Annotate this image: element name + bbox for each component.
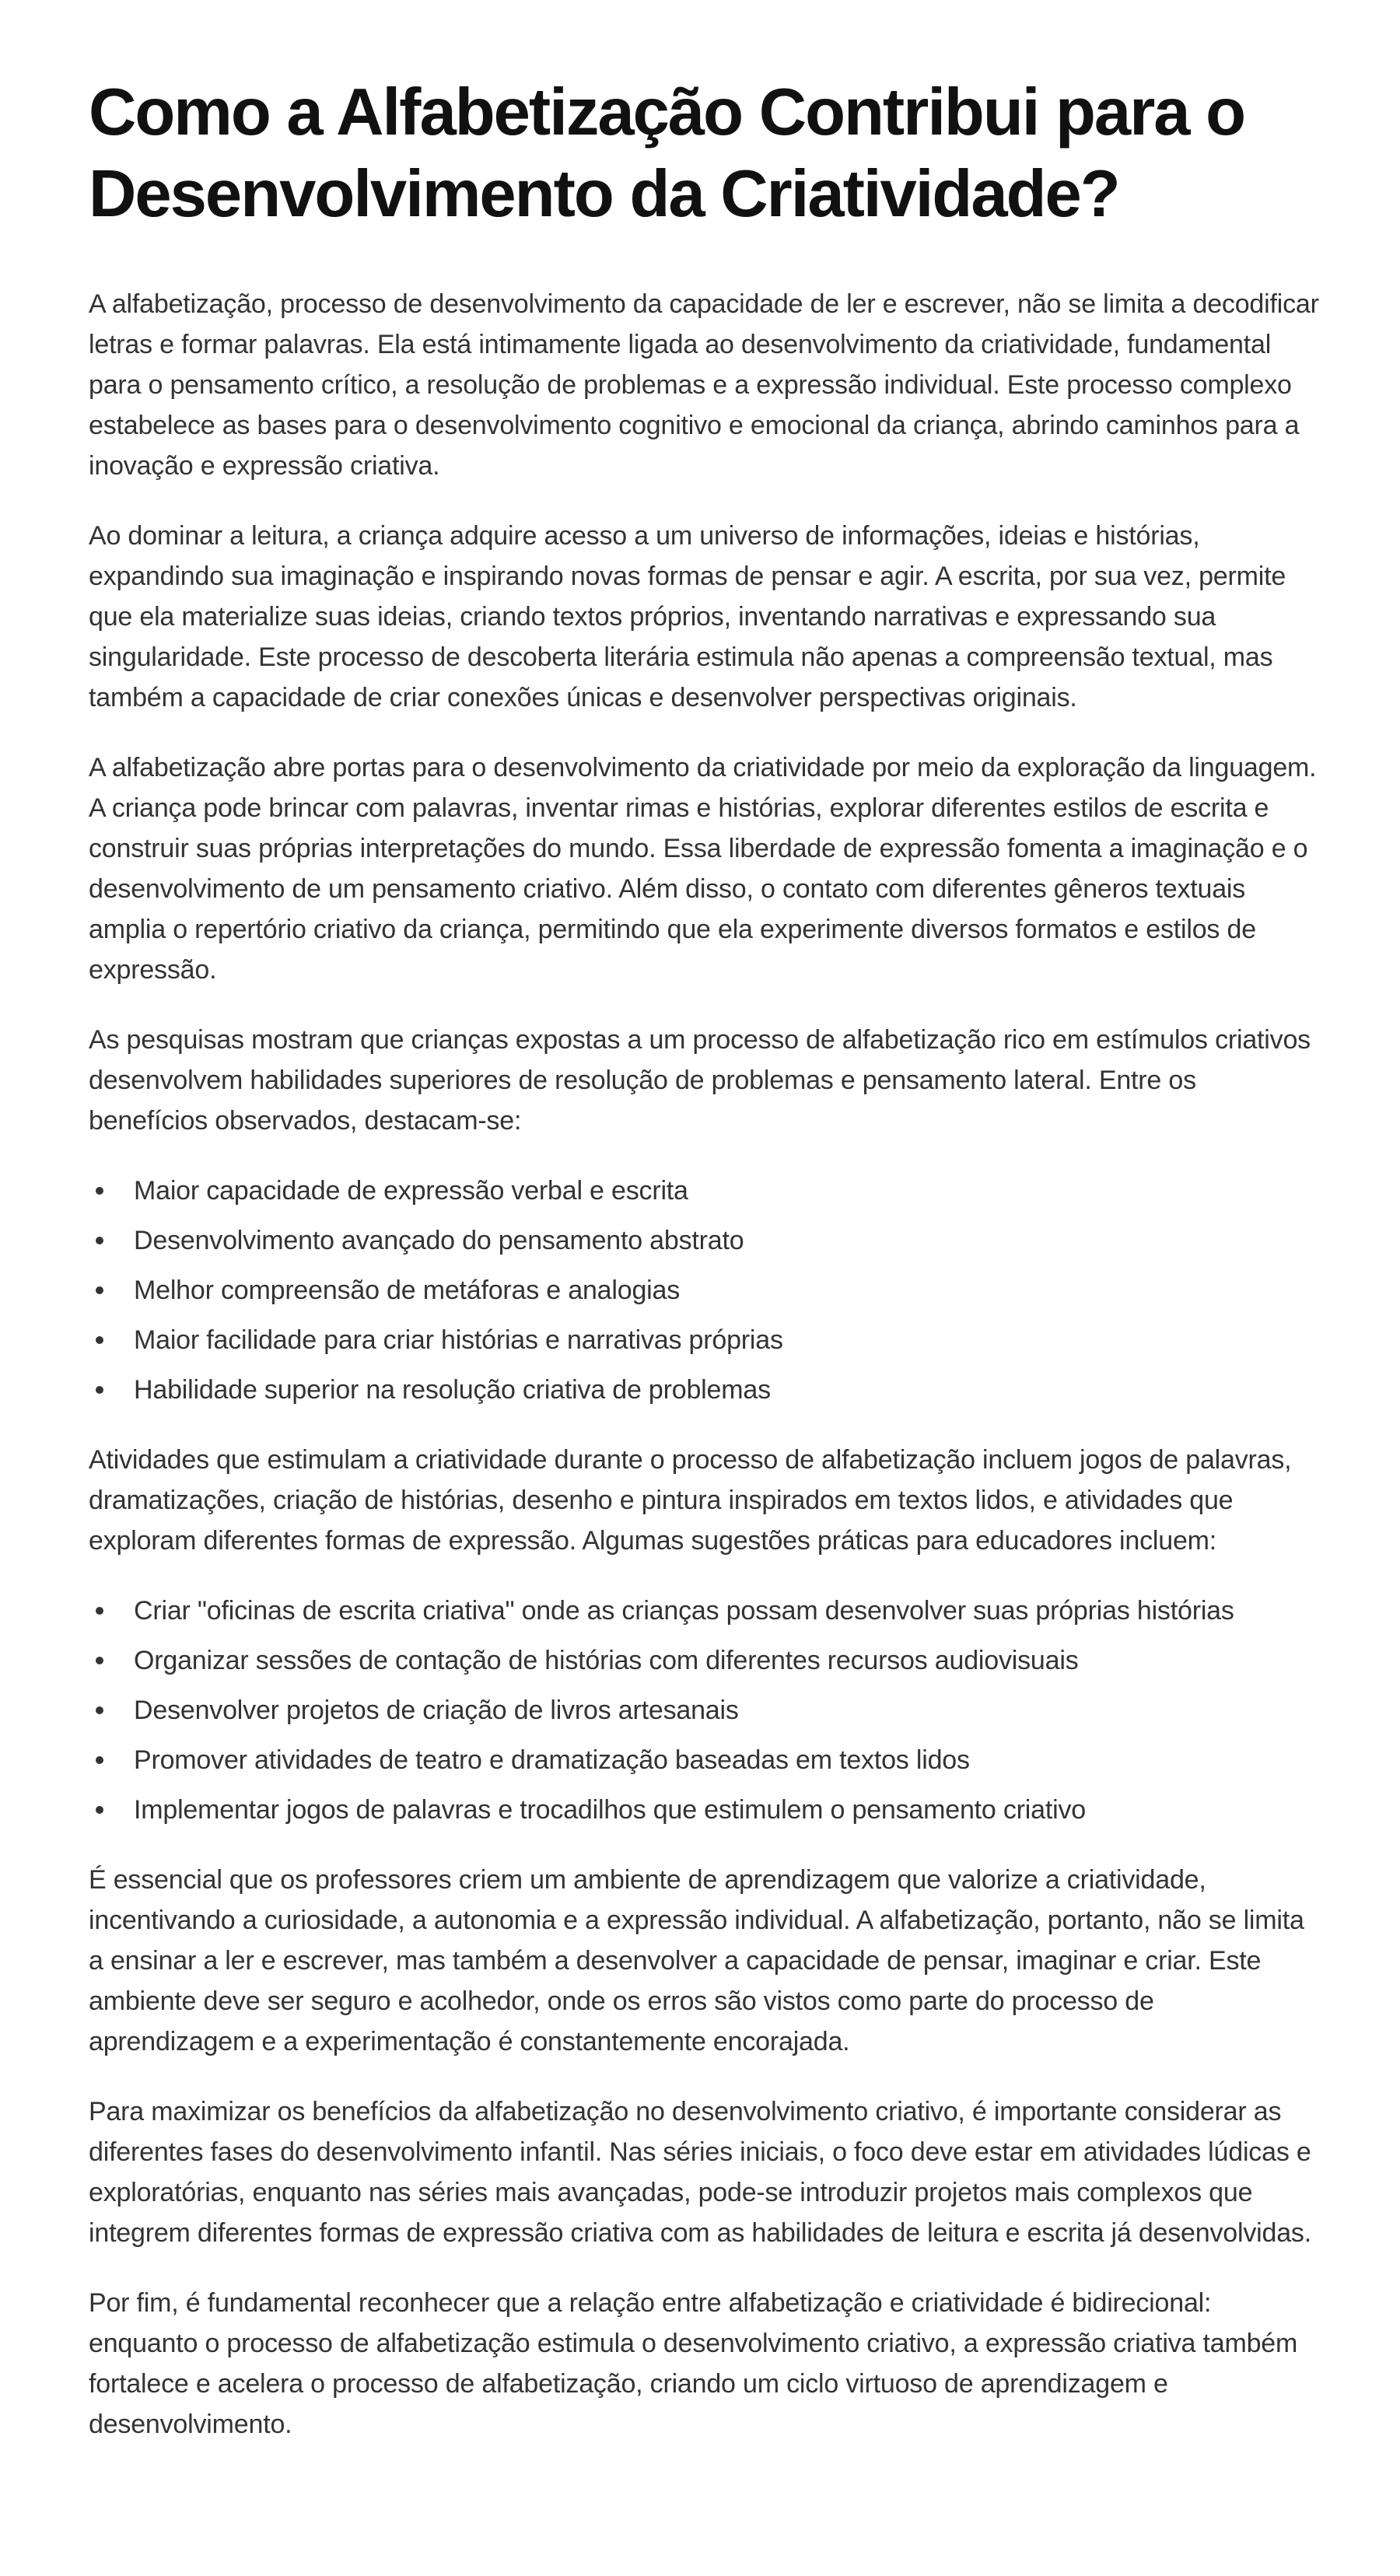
suggestions-list bbox=[89, 1591, 1322, 1830]
paragraph-reading-writing: Ao dominar a leitura, a criança adquire acesso a um universo de informações, ideias e histórias, expandindo sua imaginação e inspirando novas formas de pensar e agir. A escrita, por sua vez, permite que ela materialize suas ideias, criando textos próprios, inventando narrativas e expressando sua singularidade. Este processo de descoberta literária estimula não apenas a compreensão textual, mas também a capacidade de criar conexões únicas e desenvolver perspectivas originais. bbox=[89, 521, 1286, 712]
paragraph-research-benefits: As pesquisas mostram que crianças expostas a um processo de alfabetização rico em estímulos criativos desenvolvem habilidades superiores de resolução de problemas e pensamento lateral. Entre os benefícios observados, destacam-se: bbox=[89, 1025, 1311, 1136]
list-item: Implementar jogos de palavras e trocadilhos que estimulem o pensamento criativo bbox=[89, 1790, 1322, 1830]
list-item: Maior capacidade de expressão verbal e escrita bbox=[89, 1171, 1322, 1211]
list-item: Desenvolver projetos de criação de livros artesanais bbox=[89, 1690, 1322, 1731]
list-item: Organizar sessões de contação de histórias com diferentes recursos audiovisuais bbox=[89, 1640, 1322, 1681]
paragraph-teachers-environment: É essencial que os professores criem um ambiente de aprendizagem que valorize a criatividade, incentivando a curiosidade, a autonomia e a expressão individual. A alfabetização, portanto, não se limita a ensinar a ler e escrever, mas também a desenvolver a capacidade de pensar, imaginar e criar. Este ambiente deve ser seguro e acolhedor, onde os erros são vistos como parte do processo de aprendizagem e a experimentação é constantemente encorajada. bbox=[89, 1865, 1304, 2056]
benefits-list bbox=[89, 1171, 1322, 1410]
list-item: Melhor compreensão de metáforas e analogias bbox=[89, 1270, 1322, 1311]
paragraph-activities: Atividades que estimulam a criatividade durante o processo de alfabetização incluem jogos de palavras, dramatizações, criação de histórias, desenho e pintura inspirados em textos lidos, e atividades que exploram diferentes formas de expressão. Algumas sugestões práticas para educadores incluem: bbox=[89, 1445, 1292, 1556]
page-title: Como a Alfabetização Contribui para o Desenvolvimento da Criatividade? bbox=[89, 75, 1245, 231]
paragraph-conclusion: Por fim, é fundamental reconhecer que a relação entre alfabetização e criatividade é bidirecional: enquanto o processo de alfabetização estimula o desenvolvimento criativo, a expressão criativa também fortalece e acelera o processo de alfabetização, criando um ciclo virtuoso de aprendizagem e desenvolvimento. bbox=[89, 2288, 1298, 2439]
paragraph-language-exploration: A alfabetização abre portas para o desenvolvimento da criatividade por meio da exploração da linguagem. A criança pode brincar com palavras, inventar rimas e histórias, explorar diferentes estilos de escrita e construir suas próprias interpretações do mundo. Essa liberdade de expressão fomenta a imaginação e o desenvolvimento de um pensamento criativo. Além disso, o contato com diferentes gêneros textuais amplia o repertório criativo da criança, permitindo que ela experimente diversos formatos e estilos de expressão. bbox=[89, 753, 1317, 985]
list-item: Maior facilidade para criar histórias e narrativas próprias bbox=[89, 1320, 1322, 1360]
list-item: Criar "oficinas de escrita criativa" onde as crianças possam desenvolver suas próprias histórias bbox=[89, 1591, 1322, 1631]
list-item: Promover atividades de teatro e dramatização baseadas em textos lidos bbox=[89, 1740, 1322, 1780]
list-item: Desenvolvimento avançado do pensamento abstrato bbox=[89, 1220, 1322, 1261]
paragraph-intro: A alfabetização, processo de desenvolvimento da capacidade de ler e escrever, não se limita a decodificar letras e formar palavras. Ela está intimamente ligada ao desenvolvimento da criatividade, fundamental para o pensamento crítico, a resolução de problemas e a expressão individual. Este processo complexo estabelece as bases para o desenvolvimento cognitivo e emocional da criança, abrindo caminhos para a inovação e expressão criativa. bbox=[89, 289, 1319, 481]
paragraph-development-phases: Para maximizar os benefícios da alfabetização no desenvolvimento criativo, é importante considerar as diferentes fases do desenvolvimento infantil. Nas séries iniciais, o foco deve estar em atividades lúdicas e exploratórias, enquanto nas séries mais avançadas, pode-se introduzir projetos mais complexos que integrem diferentes formas de expressão criativa com as habilidades de leitura e escrita já desenvolvidas. bbox=[89, 2097, 1311, 2248]
list-item: Habilidade superior na resolução criativa de problemas bbox=[89, 1370, 1322, 1410]
